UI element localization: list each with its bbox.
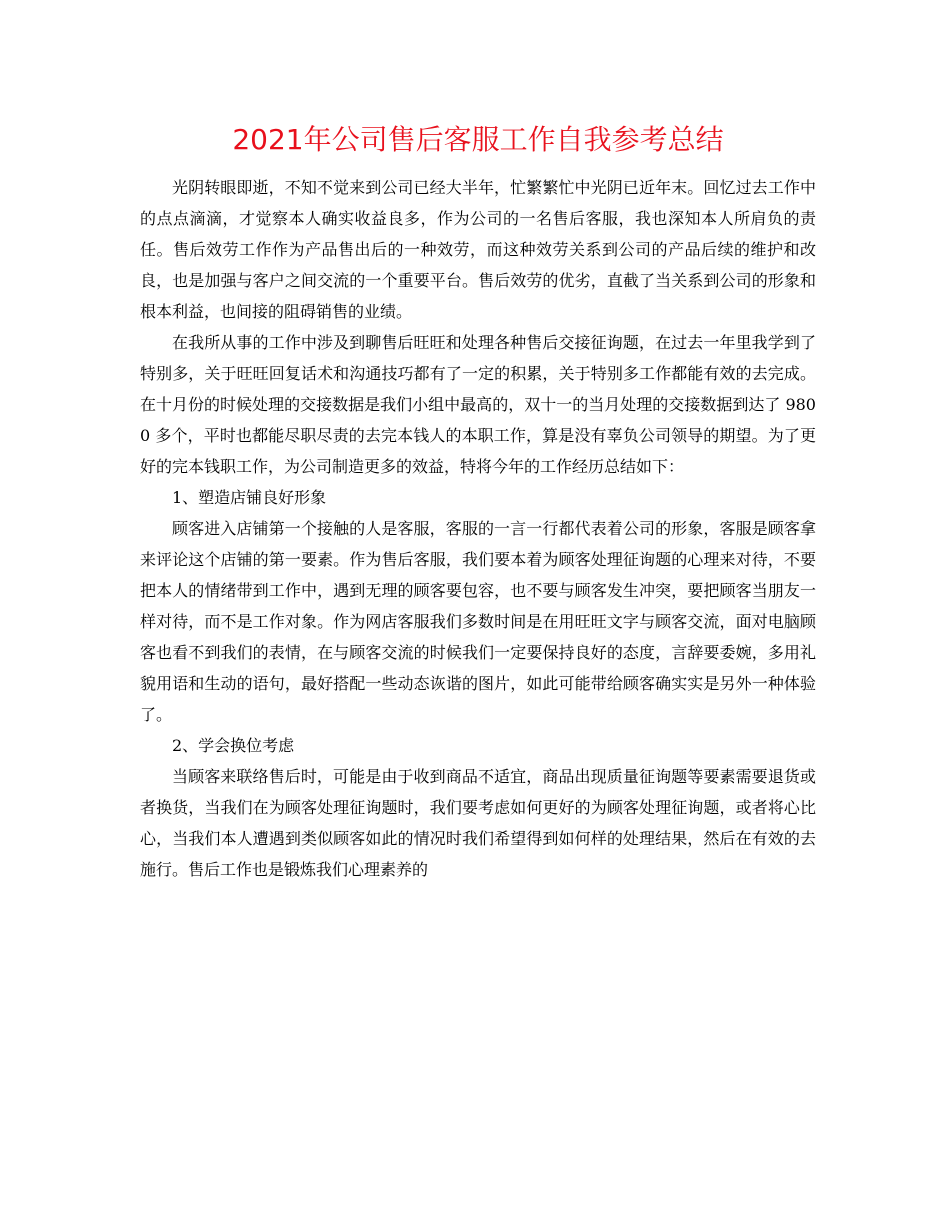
document-page [140,118,816,885]
paragraph-work-summary: 在我所从事的工作中涉及到聊售后旺旺和处理各种售后交接征询题，在过去一年里我学到了特别多，关于旺旺回复话术和沟通技巧都有了一定的积累，关于特别多工作都能有效的去完成。在十月份的时候处理的交接数据是我们小组中最高的，双十一的当月处理的交接数据到达了 9800 多个，平时也都能尽职尽责的去完本钱人的本职工作，算是没有辜负公司领导的期望。为了更好的完本钱职工作，为公司制造更多的效益，特将今年的工作经历总结如下： [140,333,816,476]
section-heading-1: 1、塑造店铺良好形象 [172,488,327,507]
paragraph-intro: 光阴转眼即逝，不知不觉来到公司已经大半年，忙繁繁忙中光阴已近年末。回忆过去工作中的点点滴滴，才觉察本人确实收益良多，作为公司的一名售后客服，我也深知本人所肩负的责任。售后效劳工作作为产品售出后的一种效劳，而这种效劳关系到公司的产品后续的维护和改良，也是加强与客户之间交流的一个重要平台。售后效劳的优劣，直截了当关系到公司的形象和根本利益，也间接的阻碍销售的业绩。 [140,178,816,321]
paragraph-section-1: 顾客进入店铺第一个接触的人是客服，客服的一言一行都代表着公司的形象，客服是顾客拿来评论这个店铺的第一要素。作为售后客服，我们要本着为顾客处理征询题的心理来对待，不要把本人的情绪带到工作中，遇到无理的顾客要包容，也不要与顾客发生冲突，要把顾客当朋友一样对待，而不是工作对象。作为网店客服我们多数时间是在用旺旺文字与顾客交流，面对电脑顾客也看不到我们的表情，在与顾客交流的时候我们一定要保持良好的态度，言辞要委婉，多用礼貌用语和生动的语句，最好搭配一些动态诙谐的图片，如此可能带给顾客确实实是另外一种体验了。 [140,519,816,724]
paragraph-section-2: 当顾客来联络售后时，可能是由于收到商品不适宜，商品出现质量征询题等要素需要退货或者换货，当我们在为顾客处理征询题时，我们要考虑如何更好的为顾客处理征询题，或者将心比心，当我们本人遭遇到类似顾客如此的情况时我们希望得到如何样的处理结果，然后在有效的去施行。售后工作也是锻炼我们心理素养的 [140,767,816,879]
document-title: 2021年公司售后客服工作自我参考总结 [232,123,724,156]
section-heading-2: 2、学会换位考虑 [172,736,295,755]
